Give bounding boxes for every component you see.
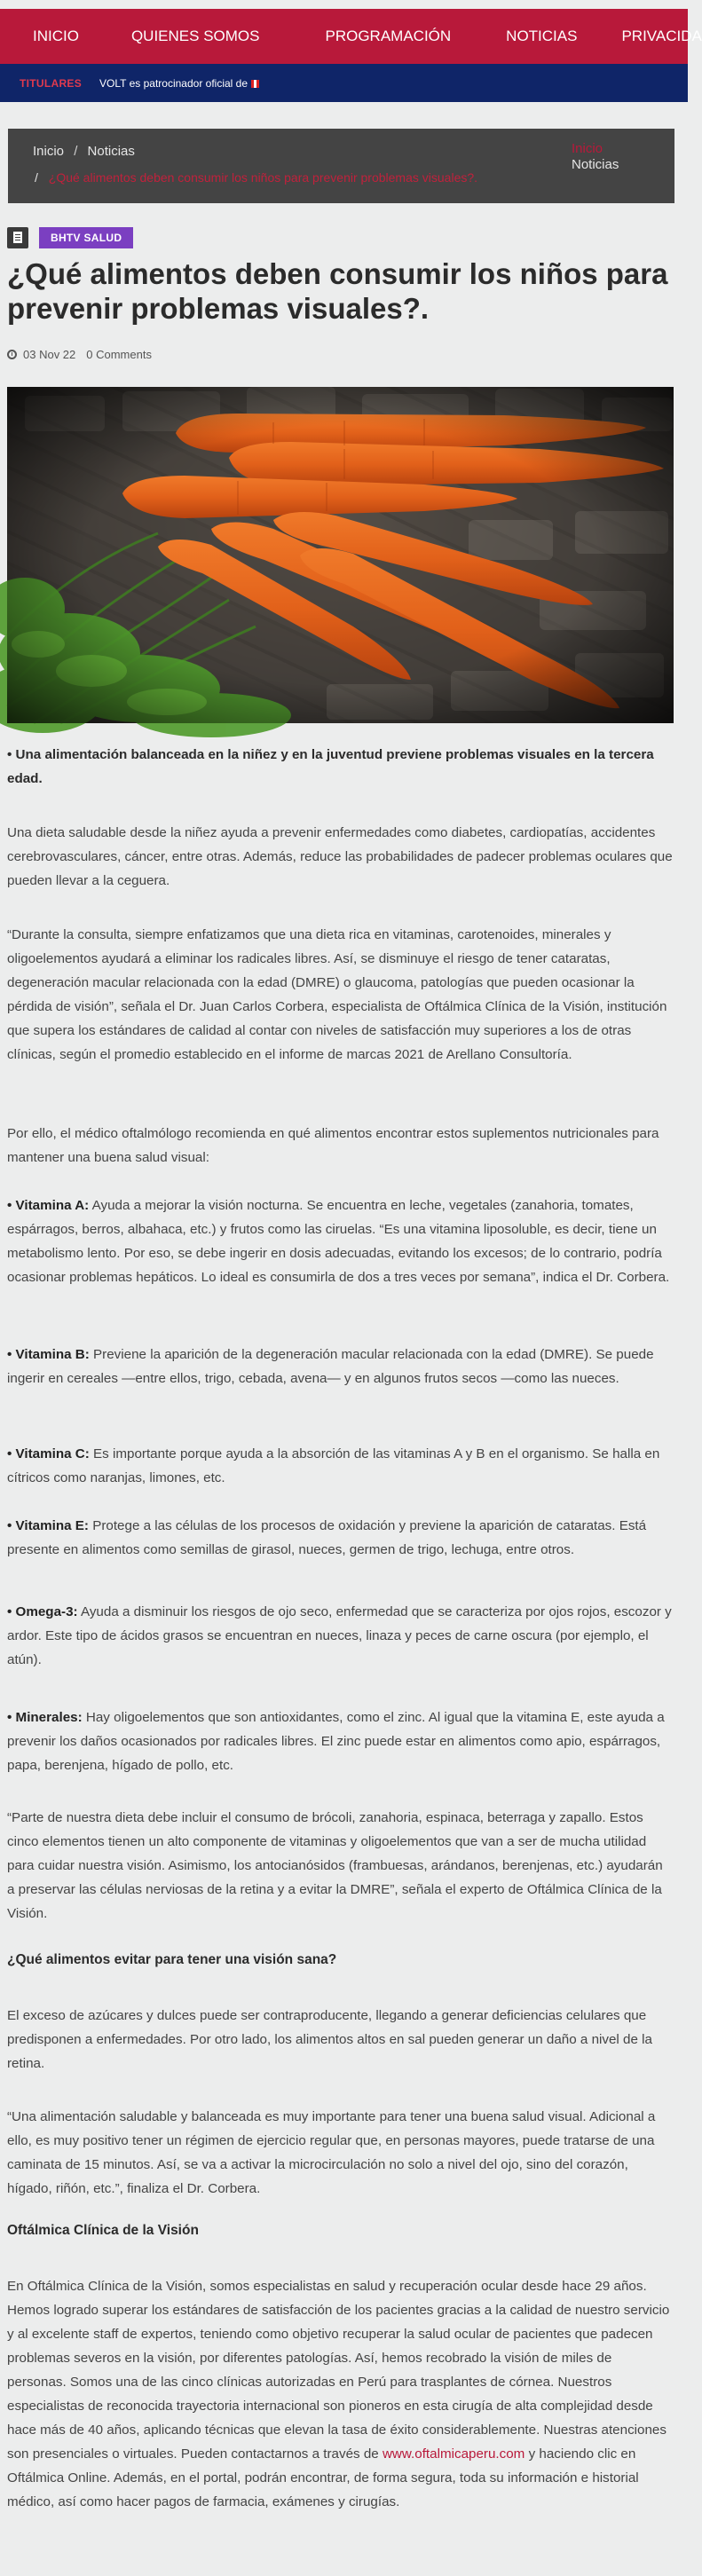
breadcrumb-section[interactable]: Noticias: [87, 144, 135, 159]
article-paragraph-clinic: [7, 2274, 673, 2514]
article-paragraph: Por ello, el médico oftalmólogo recomienda en qué alimentos encontrar estos suplementos nutricionales para mantener una buena salud visual:: [7, 1126, 659, 1165]
vitamin-e-item: [7, 1514, 673, 1562]
omega-3-label: • Omega-3:: [7, 1604, 78, 1619]
breadcrumb-home[interactable]: Inicio: [33, 144, 65, 159]
vitamin-e-label: • Vitamina E:: [7, 1518, 89, 1533]
article-title: ¿Qué alimentos deben consumir los niños para prevenir problemas visuales?.: [7, 257, 668, 325]
vitamin-b-text: Previene la aparición de la degeneración macular relacionada con la edad (DMRE). Se puede ingerir en cereales —entre ellos, trigo, cebada, avena— y en algunos frutos secos —como las nueces.: [7, 1347, 654, 1386]
breadcrumb-right-home[interactable]: Inicio: [572, 141, 603, 156]
document-icon: [7, 227, 28, 248]
hero-image: [7, 387, 674, 723]
article-paragraph: Una dieta saludable desde la niñez ayuda a prevenir enfermedades como diabetes, cardiopatías, accidentes cerebrovasculares, cáncer, entre otras. Además, reduce las probabilidades de padecer problemas oculares que pueden llevar a la ceguera.: [7, 825, 673, 888]
ticker-headline[interactable]: [99, 77, 259, 90]
ticker-headline-text: VOLT es patrocinador oficial de: [99, 76, 248, 90]
vitamin-a-text: Ayuda a mejorar la visión nocturna. Se encuentra en leche, vegetales (zanahoria, tomates, espárragos, berros, albahaca, etc.) y frutos como las ciruelas. “Es una vitamina liposoluble, es decir, tiene un metabolismo lento. Por eso, se debe ingerir en dosis adecuadas, evitando los excesos; de lo contrario, podría ocasionar problemas hepáticos. Lo ideal es consumirla de dos a tres veces por semana”, indica el Dr. Corbera.: [7, 1198, 670, 1285]
nav-item-programacion[interactable]: PROGRAMACIÓN: [325, 28, 452, 44]
breadcrumb-right: [572, 141, 619, 173]
vitamin-c-text: Es importante porque ayuda a la absorción de las vitaminas A y B en el organismo. Se halla en cítricos como naranjas, limones, etc.: [7, 1446, 660, 1485]
vitamin-e-text: Protege a las células de los procesos de oxidación y previene la aparición de cataratas. Está presente en alimentos como semillas de girasol, nueces, germen de trigo, lechuga, entre otros.: [7, 1518, 647, 1557]
breadcrumb-separator: /: [74, 144, 78, 159]
article-paragraph: “Durante la consulta, siempre enfatizamos que una dieta rica en vitaminas, carotenoides, minerales y oligoelementos ayudará a eliminar los radicales libres. Así, se disminuye el riesgo de tener cataratas, degeneración macular relacionada con la edad (DMRE) o glaucoma, patologías que pueden ocasionar la pérdida de visión”, señala el Dr. Juan Carlos Corbera, especialista de Oftálmica Clínica de la Visión, institución que supera los estándares de calidad al contar con niveles de satisfacción muy superiores a los de otras clínicas, según el promedio establecido en el informe de marcas 2021 de Arellano Consultoría.: [7, 927, 667, 1062]
section-heading-clinic: Oftálmica Clínica de la Visión: [7, 2223, 199, 2238]
category-badge[interactable]: BHTV SALUD: [39, 227, 133, 248]
breadcrumb: [8, 129, 674, 203]
clinic-text-a: En Oftálmica Clínica de la Visión, somos especialistas en salud y recuperación ocular desde hace 29 años. Hemos logrado superar los estándares de satisfacción de los pacientes gracias a la calidad de nuestro servicio y al excelente staff de expertos, teniendo como objetivo recuperar la salud ocular de pacientes que padecen problemas severos en la visión, por diferentes patologías. Así, hemos recobrado la visión de miles de personas. Somos una de las cinco clínicas autorizadas en Perú para trasplantes de córnea. Nuestros especialistas de reconocida trayectoria internacional son pioneros en esta cirugía de alta complejidad desde hace más de 40 años, aplicando técnicas que elevan la tasa de éxito considerablemente. Nuestras atenciones son presenciales o virtuales. Pueden contactarnos a través de: [7, 2279, 670, 2462]
nav-item-noticias[interactable]: NOTICIAS: [506, 28, 578, 44]
vitamin-b-item: [7, 1343, 673, 1390]
minerals-label: • Minerales:: [7, 1710, 83, 1725]
minerals-text: Hay oligoelementos que son antioxidantes, como el zinc. Al igual que la vitamina E, este ayuda a prevenir los daños ocasionados por radicales libres. El zinc puede estar en alimentos como apio, espárragos, papa, berenjena, hígado de pollo, etc.: [7, 1710, 665, 1773]
ticker-label: TITULARES: [20, 76, 83, 90]
breadcrumb-current: ¿Qué alimentos deben consumir los niños para prevenir problemas visuales?.: [48, 170, 478, 185]
article-meta: [7, 348, 152, 361]
breadcrumb-right-section[interactable]: Noticias: [572, 157, 619, 172]
nav-item-inicio[interactable]: INICIO: [33, 28, 79, 44]
main-navigation: [0, 9, 702, 64]
omega-3-text: Ayuda a disminuir los riesgos de ojo seco, enfermedad que se caracteriza por ojos rojos, escozor y ardor. Este tipo de ácidos grasos se encuentran en nueces, linaza y peces de carne oscura (por ejemplo, el atún).: [7, 1604, 672, 1667]
nav-item-quienes-somos[interactable]: QUIENES SOMOS: [130, 28, 260, 44]
flag-icon: [251, 80, 259, 88]
comments-link[interactable]: 0 Comments: [86, 348, 152, 361]
vitamin-c-label: • Vitamina C:: [7, 1446, 90, 1461]
article-lead: • Una alimentación balanceada en la niñez y en la juventud previene problemas visuales en la tercera edad.: [7, 747, 654, 786]
clinic-text-b: y haciendo clic en Oftálmica Online. Además, en el portal, podrán encontrar, de forma segura, toda su información e historial médico, así como hacer pagos de farmacia, exámenes y cirugías.: [7, 2446, 639, 2509]
clinic-website-link[interactable]: www.oftalmicaperu.com: [382, 2446, 525, 2462]
article-paragraph: El exceso de azúcares y dulces puede ser contraproducente, llegando a generar deficiencias celulares que predisponen a enfermedades. Por otro lado, los alimentos altos en sal pueden generar un daño a nivel de la retina.: [7, 2008, 652, 2071]
minerals-item: [7, 1706, 673, 1777]
article-date: 03 Nov 22: [23, 348, 76, 361]
news-ticker: [0, 64, 688, 102]
article-paragraph: “Parte de nuestra dieta debe incluir el consumo de brócoli, zanahoria, espinaca, beterraga y zapallo. Estos cinco elementos tienen un alto componente de vitaminas y oligoelementos que van a ser de mucha utilidad para cuidar nuestra visión. Asimismo, los antocianósidos (frambuesas, arándanos, berenjenas, etc.) ayudarán a preservar las células nerviosas de la retina y a evitar la DMRE”, señala el experto de Oftálmica Clínica de la Visión.: [7, 1810, 663, 1921]
vitamin-c-item: [7, 1442, 673, 1490]
vitamin-a-item: [7, 1193, 673, 1289]
omega-3-item: [7, 1600, 673, 1672]
vitamin-b-label: • Vitamina B:: [7, 1347, 90, 1362]
carrots-icon: [7, 387, 674, 723]
vitamin-a-label: • Vitamina A:: [7, 1198, 90, 1213]
nav-item-privacidad[interactable]: PRIVACIDA: [621, 28, 702, 44]
breadcrumb-separator: /: [35, 170, 38, 185]
section-heading-avoid: ¿Qué alimentos evitar para tener una visión sana?: [7, 1952, 337, 1967]
article-paragraph: “Una alimentación saludable y balanceada es muy importante para tener una buena salud visual. Adicional a ello, es muy positivo tener un régimen de ejercicio regular que, en personas mayores, puede tratarse de una caminata de 15 minutos. Así, se va a activar la microcirculación no solo a nivel del ojo, sino del corazón, hígado, riñón, etc.”, finaliza el Dr. Corbera.: [7, 2109, 656, 2196]
clock-icon: [7, 350, 17, 359]
